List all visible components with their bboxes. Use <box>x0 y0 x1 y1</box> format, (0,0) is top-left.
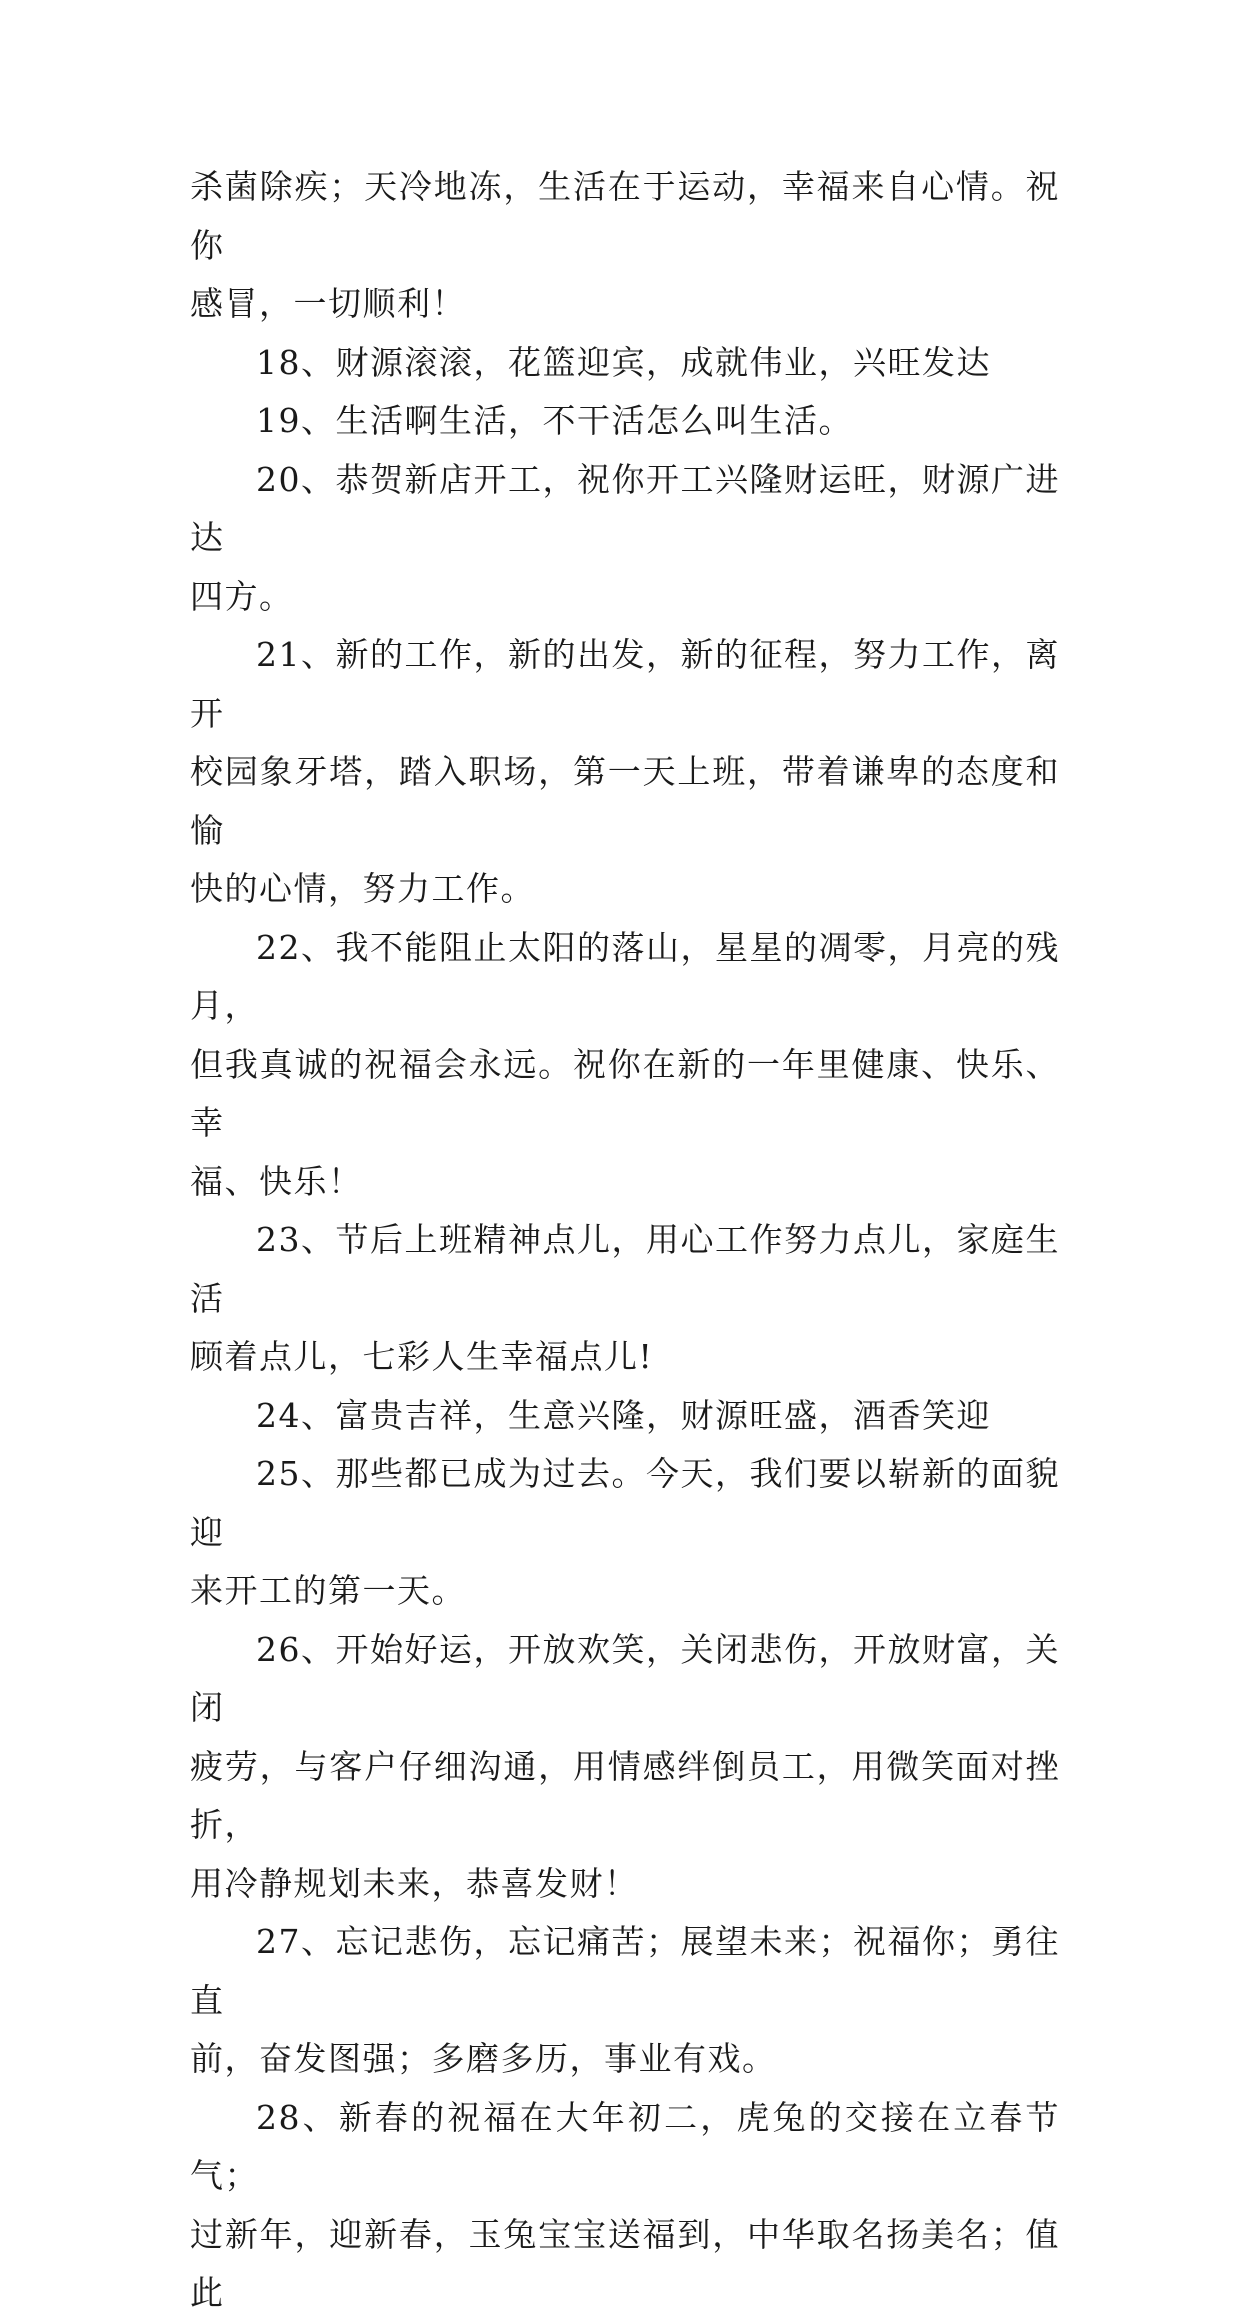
paragraph-item-18: 18、财源滚滚，花篮迎宾，成就伟业，兴旺发达 <box>256 342 991 382</box>
document-body <box>190 158 1060 2323</box>
paragraph-item-24: 24、富贵吉祥，生意兴隆，财源旺盛，酒香笑迎 <box>256 1395 991 1435</box>
paragraph-item-27: 27、忘记悲伤，忘记痛苦；展望未来；祝福你；勇往直 前，奋发图强；多磨多历，事业有戏。 <box>190 1922 1060 2078</box>
paragraph-item-20: 20、恭贺新店开工，祝你开工兴隆财运旺，财源广进达 四方。 <box>190 459 1060 616</box>
paragraph-continuation: 杀菌除疾；天冷地冻，生活在于运动，幸福来自心情。祝你 感冒，一切顺利！ <box>190 167 1060 323</box>
paragraph-item-26: 26、开始好运，开放欢笑，关闭悲伤，开放财富，关闭 疲劳，与客户仔细沟通，用情感绊倒员工，用微笑面对挫折， 用冷静规划未来，恭喜发财！ <box>190 1629 1060 1903</box>
paragraph-item-23: 23、节后上班精神点儿，用心工作努力点儿，家庭生活 顾着点儿，七彩人生幸福点儿! <box>190 1220 1060 1376</box>
paragraph-item-22: 22、我不能阻止太阳的落山，星星的凋零，月亮的残月， 但我真诚的祝福会永远。祝你在新的一年里健康、快乐、幸 福、快乐！ <box>190 927 1060 1201</box>
paragraph-item-25: 25、那些都已成为过去。今天，我们要以崭新的面貌迎 来开工的第一天。 <box>190 1454 1060 1610</box>
paragraph-item-28: 28、新春的祝福在大年初二，虎兔的交接在立春节气； 过新年，迎新春，玉兔宝宝送福到，中华取名扬美名；值此 <box>190 2097 1060 2312</box>
paragraph-item-21: 21、新的工作，新的出发，新的征程，努力工作，离开 校园象牙塔，踏入职场，第一天上班，带着谦卑的态度和愉 快的心情，努力工作。 <box>190 635 1060 908</box>
paragraph-item-19: 19、生活啊生活，不干活怎么叫生活。 <box>256 401 853 440</box>
